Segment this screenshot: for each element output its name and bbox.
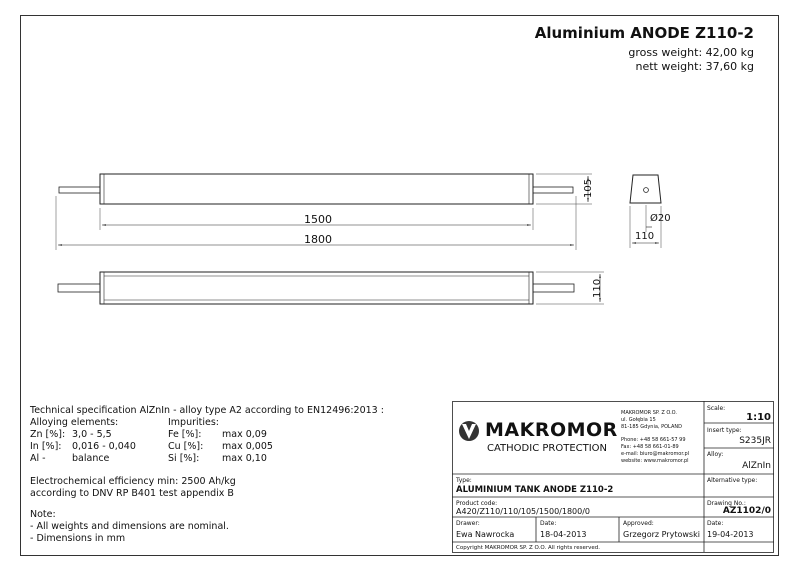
company-fax: Fax: +48 58 661-01-89	[621, 444, 679, 450]
type-label: Type:	[456, 477, 472, 484]
note-2: - Dimensions in mm	[30, 533, 126, 544]
copyright-notice: Copyright MAKROMOR SP. Z O.O. All rights reserved.	[456, 545, 600, 551]
gross-weight: gross weight: 42,00 kg	[628, 46, 754, 59]
drawer-value: Ewa Nawrocka	[456, 530, 515, 539]
top-view	[58, 272, 574, 304]
insert-rod-left	[59, 187, 100, 193]
dim-1800: 1800	[304, 233, 332, 246]
spec-imp-si: Si [%]:	[168, 453, 200, 464]
type-value: ALUMINIUM TANK ANODE Z110-2	[456, 485, 614, 495]
note-heading: Note:	[30, 509, 56, 520]
anode-body-top	[100, 272, 533, 304]
impurities-label: Impurities:	[168, 417, 220, 428]
company-website: website: www.makromor.pl	[621, 458, 689, 464]
spec-el-in: In [%]:	[30, 441, 62, 452]
company-logo-name: MAKROMOR	[485, 419, 618, 441]
date-approved-value: 19-04-2013	[707, 530, 754, 539]
spec-impval-fe: max 0,09	[222, 429, 267, 440]
anode-body-side	[100, 174, 533, 204]
insert-hole	[644, 188, 649, 193]
side-view	[59, 174, 573, 204]
dim-110-section: 110	[635, 231, 655, 242]
alloy-value: AlZnIn	[742, 461, 771, 471]
alternative-type-label: Alternative type:	[707, 477, 758, 484]
company-street: ul. Gołębia 15	[621, 417, 656, 423]
cross-section	[630, 175, 661, 203]
dim-110-top: 110	[592, 278, 603, 298]
product-code-label: Product code:	[456, 500, 498, 507]
scale-value: 1:10	[746, 412, 771, 423]
date-drawn-value: 18-04-2013	[540, 530, 587, 539]
approved-value: Grzegorz Prytowski	[623, 530, 700, 539]
spec-imp-cu: Cu [%]:	[168, 441, 204, 452]
spec-impval-si: max 0,10	[222, 453, 267, 464]
insert-rod-left-top	[58, 284, 100, 292]
spec-heading: Technical specification AlZnIn - alloy type A2 according to EN12496:2013 :	[30, 405, 384, 416]
drawing-title: Aluminium ANODE Z110-2	[534, 24, 754, 42]
drawer-label: Drawer:	[456, 520, 480, 527]
spec-el-zn: Zn [%]:	[30, 429, 66, 440]
date-drawn-label: Date:	[540, 520, 557, 527]
product-code-value: A420/Z110/110/105/1500/1800/0	[456, 507, 591, 516]
date-approved-label: Date:	[707, 520, 724, 527]
company-logo-subtitle: CATHODIC PROTECTION	[487, 443, 608, 454]
dim-1500: 1500	[304, 213, 332, 226]
nett-weight: nett weight: 37,60 kg	[635, 60, 754, 73]
insert-type-label: Insert type:	[707, 427, 742, 434]
company-phone: Phone: +48 58 661-57 99	[621, 437, 686, 443]
spec-val-al: balance	[72, 453, 110, 464]
spec-impval-cu: max 0,005	[222, 441, 273, 452]
drawing-no-label: Drawing No.:	[707, 500, 746, 507]
alloy-label: Alloy:	[707, 451, 724, 458]
company-city: 81-185 Gdynia, POLAND	[621, 424, 682, 430]
efficiency-line-2: according to DNV RP B401 test appendix B	[30, 488, 234, 499]
dim-diameter: Ø20	[650, 213, 671, 224]
drawing-no-value: AZ1102/0	[722, 506, 771, 516]
dim-105: 105	[583, 178, 594, 198]
makromor-logo-icon	[459, 421, 479, 441]
company-name: MAKROMOR SP. Z O.O.	[621, 410, 677, 416]
efficiency-line-1: Electrochemical efficiency min: 2500 Ah/kg	[30, 476, 236, 487]
company-email: e-mail: biuro@makromor.pl	[621, 451, 690, 457]
spec-el-al: Al -	[30, 453, 46, 464]
approved-label: Approved:	[623, 520, 654, 527]
note-1: - All weights and dimensions are nominal.	[30, 521, 229, 532]
spec-val-zn: 3,0 - 5,5	[72, 429, 112, 440]
insert-rod-right-top	[533, 284, 574, 292]
alloying-label: Alloying elements:	[30, 417, 119, 428]
spec-val-in: 0,016 - 0,040	[72, 441, 136, 452]
insert-type-value: S235JR	[739, 436, 771, 446]
spec-imp-fe: Fe [%]:	[168, 429, 202, 440]
scale-label: Scale:	[707, 405, 726, 412]
insert-rod-right	[533, 187, 573, 193]
